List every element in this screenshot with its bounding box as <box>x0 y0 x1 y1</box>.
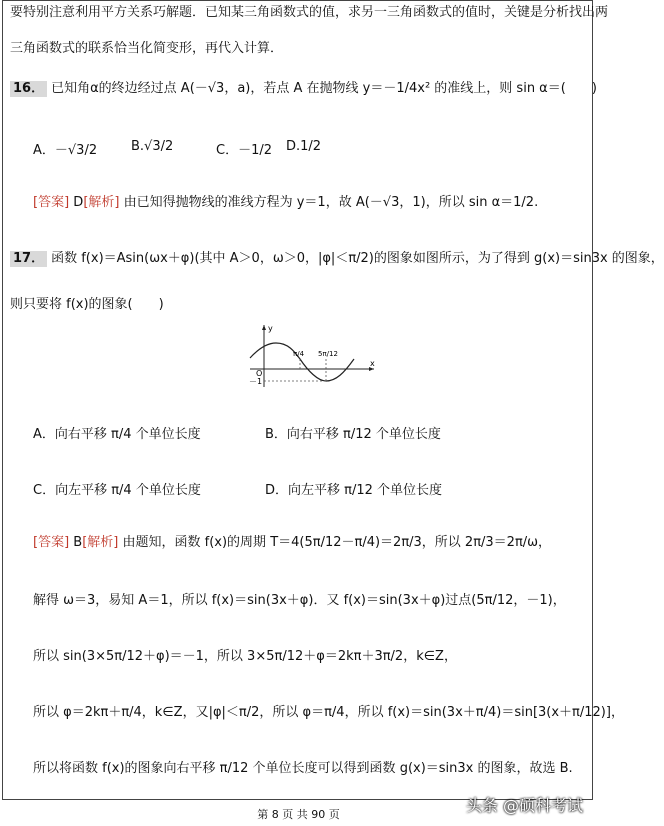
q16-analysis: 由已知得抛物线的准线方程为 y＝1，故 A(－√3，1)，所以 sin α＝1/2. <box>123 195 539 210</box>
graph-neg-one-label: －1 <box>249 377 263 386</box>
q17-option-d: D．向左平移 π/12 个单位长度 <box>265 483 443 498</box>
q17-analysis-5: 所以将函数 f(x)的图象向右平移 π/12 个单位长度可以得到函数 g(x)＝sin3x 的图象，故选 B. <box>33 761 573 776</box>
watermark: 头条 @硕科考试 <box>465 796 583 815</box>
document-page <box>2 0 664 800</box>
q17-answer-tag: [答案] <box>33 535 70 550</box>
q16-answer-line <box>33 195 538 211</box>
q16-answer-tag: [答案] <box>33 195 70 210</box>
q17-analysis-3: 所以 sin(3×5π/12＋φ)＝－1，所以 3×5π/12＋φ＝2kπ＋3π/2，k∈Z， <box>33 649 457 664</box>
q17-answer-line <box>33 535 551 551</box>
page-footer: 第 8 页 共 90 页 <box>257 808 340 821</box>
q17-stem-line-2: 则只要将 f(x)的图象( ) <box>10 297 164 312</box>
q17-number: 17． <box>10 251 47 267</box>
q16-stem-line <box>10 81 597 97</box>
q17-analysis-tag: [解析] <box>82 535 119 550</box>
intro-line-1: 要特别注意利用平方关系巧解题．已知某三角函数式的值，求另一三角函数式的值时，关键是分析找出两 <box>10 5 609 20</box>
q16-answer: D <box>73 195 84 210</box>
graph-y-label: y <box>268 324 273 333</box>
q17-option-c: C．向左平移 π/4 个单位长度 <box>33 483 201 498</box>
graph-x-label: x <box>370 359 375 368</box>
q17-analysis-2: 解得 ω＝3，易知 A＝1，所以 f(x)＝sin(3x＋φ)．又 f(x)＝sin(3x＋φ)过点(5π/12，－1)， <box>33 593 566 608</box>
intro-line-2: 三角函数式的联系恰当化简变形，再代入计算． <box>10 41 284 56</box>
graph-origin-label: O <box>256 369 263 378</box>
graph-tick-5pi-12: 5π/12 <box>318 350 338 358</box>
q16-option-c: C．－1/2 <box>216 143 272 158</box>
q17-analysis-4: 所以 φ＝2kπ＋π/4，k∈Z，又|φ|＜π/2，所以 φ＝π/4，所以 f(x)＝sin(3x＋π/4)＝sin[3(x＋π/12)]， <box>33 705 624 720</box>
q17-option-a: A．向右平移 π/4 个单位长度 <box>33 427 201 442</box>
q16-stem: 已知角α的终边经过点 A(－√3，a)，若点 A 在抛物线 y＝－1/4x² 的准线上，则 sin α＝( ) <box>51 81 597 96</box>
q16-option-d: D.1/2 <box>286 139 322 154</box>
q16-analysis-tag: [解析] <box>83 195 120 210</box>
q17-stem-line-1 <box>10 251 664 267</box>
q16-option-a: A．－√3/2 <box>33 143 98 158</box>
graph-tick-pi-4: π/4 <box>293 350 305 358</box>
q17-function-graph <box>246 321 378 389</box>
q16-number: 16． <box>10 81 47 97</box>
q17-answer: B <box>73 535 83 550</box>
q17-stem-1: 函数 f(x)＝Asin(ωx＋φ)(其中 A＞0，ω＞0，|φ|＜π/2)的图象如图所示，为了得到 g(x)＝sin3x 的图象， <box>51 251 664 266</box>
q17-analysis-1: 由题知，函数 f(x)的周期 T＝4(5π/12－π/4)＝2π/3，所以 2π/3＝2π/ω， <box>122 535 552 550</box>
q17-option-b: B．向右平移 π/12 个单位长度 <box>265 427 441 442</box>
q16-option-b: B.√3/2 <box>131 139 174 154</box>
